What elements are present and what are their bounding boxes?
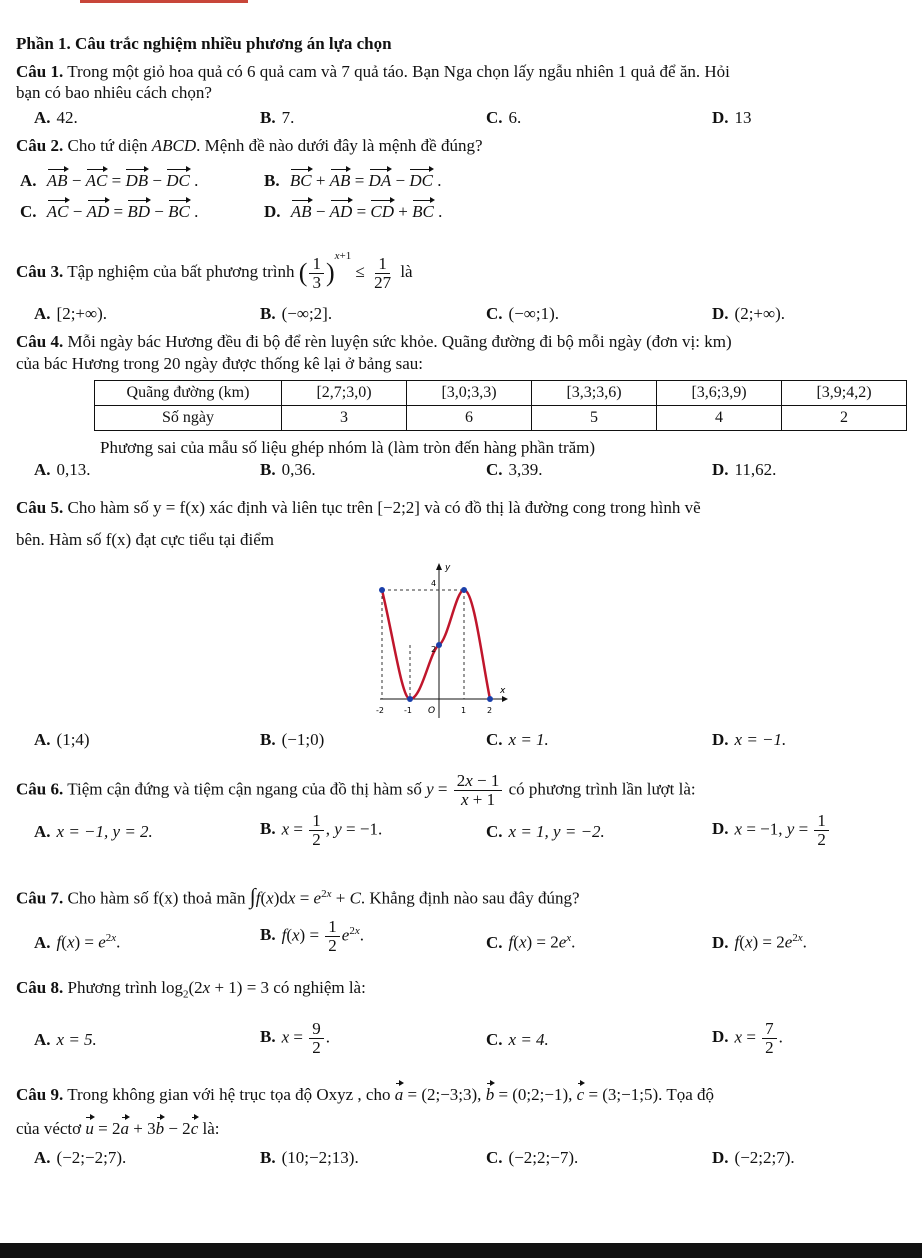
table-row	[95, 381, 907, 406]
q6-option-a[interactable]: A. x = −1, y = 2.	[34, 822, 153, 841]
q3-option-b[interactable]: B. (−∞;2].	[260, 304, 333, 323]
point-marker	[436, 642, 442, 648]
point-marker	[407, 696, 413, 702]
x-axis-arrow	[502, 696, 508, 702]
q4-option-a[interactable]: A. 0,13.	[34, 460, 91, 479]
q9-line2: của véctơ u = 2a + 3b − 2c là:	[16, 1116, 219, 1139]
q9-option-c[interactable]: C. (−2;2;−7).	[486, 1148, 579, 1167]
q7-option-a[interactable]: A. $f(x) = e^{2x}$.	[34, 932, 121, 952]
q3-option-a[interactable]: A. [2;+∞).	[34, 304, 108, 323]
q3-stem: Câu 3. Tập nghiệm của bất phương trình ( $\frac{1}{3}$ )$^{x+1}$ ≤ $\frac{1}{27}$ là	[16, 250, 413, 292]
table-cell: 4	[657, 406, 782, 431]
q1-line1	[16, 62, 730, 82]
q9-option-a[interactable]: A. (−2;−2;7).	[34, 1148, 127, 1167]
q2-option-d[interactable]: D. AB − AD = CD + BC .	[264, 199, 442, 222]
table-cell: 6	[407, 406, 532, 431]
q6-option-d[interactable]: D. x = −1, y = $\frac{1}{2}$	[712, 812, 831, 849]
table-cell: 2	[782, 406, 907, 431]
q1-text2: bạn có bao nhiêu cách chọn?	[16, 83, 212, 102]
q2-option-a[interactable]: A. AB − AC = DB − DC .	[20, 168, 198, 191]
q9-line1: Câu 9. Trong không gian với hệ trục tọa độ Oxyz , cho a = (2;−3;3), b = (0;2;−1), c = (3;−1;5). Tọa độ	[16, 1082, 714, 1105]
q4-line1: Câu 4. Mỗi ngày bác Hương đều đi bộ để rèn luyện sức khỏe. Quãng đường đi bộ mỗi ngày (đơn vị: km)	[16, 332, 732, 351]
q8-option-c[interactable]: C. x = 4.	[486, 1030, 549, 1049]
q9-option-d[interactable]: D. (−2;2;7).	[712, 1148, 795, 1167]
q4-text2: của bác Hương trong 20 ngày được thống kê lại ở bảng sau:	[16, 354, 424, 373]
q6-stem: Câu 6. Tiệm cận đứng và tiệm cận ngang của đồ thị hàm số y = $\frac{2x - 1}{x + 1}$ có phương trình lần lượt là:	[16, 771, 696, 809]
q2-option-b[interactable]: B. BC + AB = DA − DC .	[264, 168, 441, 191]
q1-label: Câu 1.	[16, 62, 64, 81]
point-marker	[461, 587, 467, 593]
table-cell: [2,7;3,0)	[282, 381, 407, 406]
table-cell: [3,9;4,2)	[782, 381, 907, 406]
q5-option-a[interactable]: A. (1;4)	[34, 730, 90, 749]
y-axis-label: y	[445, 563, 451, 573]
q9-option-b[interactable]: B. (10;−2;13).	[260, 1148, 359, 1167]
x-tick-label: 2	[487, 706, 493, 715]
q7-option-b[interactable]: B. f(x) = $\frac{1}{2}$ $e^{2x}$.	[260, 917, 364, 955]
q1-option-b[interactable]: B. 7.	[260, 108, 295, 127]
x-axis-label: x	[500, 686, 506, 696]
q5-option-d[interactable]: D. x = −1.	[712, 730, 787, 749]
x-tick-label: -1	[404, 706, 412, 715]
q5-option-c[interactable]: C. x = 1.	[486, 730, 549, 749]
point-marker	[379, 587, 385, 593]
table-row	[95, 406, 907, 431]
q3-option-d[interactable]: D. (2;+∞).	[712, 304, 786, 323]
bottom-dark-edge	[0, 1243, 922, 1258]
table-cell: Số ngày	[95, 406, 282, 431]
q4-option-d[interactable]: D. 11,62.	[712, 460, 777, 479]
q1-option-a[interactable]: A. 42.	[34, 108, 78, 127]
q4-option-c[interactable]: C. 3,39.	[486, 460, 543, 479]
q6-option-c[interactable]: C. x = 1, y = −2.	[486, 822, 605, 841]
origin-label: O	[428, 706, 436, 716]
q1-text1: Trong một giỏ hoa quả có 6 quả cam và 7 quả táo. Bạn Nga chọn lấy ngẫu nhiên 1 quả để ăn. Hỏi	[67, 62, 730, 81]
x-tick-label: -2	[376, 706, 384, 715]
y-tick-label: 4	[431, 579, 437, 588]
y-axis-arrow	[436, 563, 442, 570]
table-cell: [3,6;3,9)	[657, 381, 782, 406]
q4-option-b[interactable]: B. 0,36.	[260, 460, 316, 479]
point-marker	[487, 696, 493, 702]
x-tick-label: 1	[461, 706, 467, 715]
q4-data-table	[94, 380, 907, 431]
q7-option-c[interactable]: C. $f(x) = 2e^x$.	[486, 932, 576, 952]
q6-option-b[interactable]: B. x = $\frac{1}{2}$ , y = −1.	[260, 811, 383, 849]
q2-stem: Câu 2. Cho tứ diện ABCD. Mệnh đề nào dưới đây là mệnh đề đúng?	[16, 136, 483, 155]
top-accent-bar	[80, 0, 248, 3]
table-cell: [3,3;3,6)	[532, 381, 657, 406]
q5-option-b[interactable]: B. (−1;0)	[260, 730, 325, 749]
table-cell: Quãng đường (km)	[95, 381, 282, 406]
table-cell: 5	[532, 406, 657, 431]
table-cell: 3	[282, 406, 407, 431]
q3-option-c[interactable]: C. (−∞;1).	[486, 304, 560, 323]
q5-line1: Câu 5. Cho hàm số y = f(x) xác định và liên tục trên [−2;2] và có đồ thị là đường cong trong hình vẽ	[16, 498, 701, 517]
q5-text2: bên. Hàm số f(x) đạt cực tiểu tại điểm	[16, 530, 274, 549]
q8-option-d[interactable]: D. x = $\frac{7}{2}$ .	[712, 1019, 783, 1057]
q8-option-b[interactable]: B. x = $\frac{9}{2}$ .	[260, 1019, 330, 1057]
y-tick-label: 2	[431, 645, 437, 654]
q8-option-a[interactable]: A. x = 5.	[34, 1030, 97, 1049]
q8-stem: Câu 8. Phương trình $\log_2(2x + 1) = 3$ có nghiệm là:	[16, 978, 366, 1001]
q1-option-c[interactable]: C. 6.	[486, 108, 522, 127]
table-cell: [3,0;3,3)	[407, 381, 532, 406]
q5-function-graph	[370, 560, 510, 720]
q2-option-c[interactable]: C. AC − AD = BD − BC .	[20, 199, 198, 222]
q7-option-d[interactable]: D. $f(x) = 2e^{2x}$.	[712, 932, 807, 952]
q4-caption: Phương sai của mẫu số liệu ghép nhóm là (làm tròn đến hàng phần trăm)	[100, 438, 596, 457]
section-title: Phần 1. Câu trắc nghiệm nhiều phương án lựa chọn	[16, 34, 392, 53]
q7-stem: Câu 7. Cho hàm số f(x) thoả mãn $\int f(x)dx = e^{2x} + C$. Khẳng định nào sau đây đúng?	[16, 883, 580, 909]
q1-option-d[interactable]: D. 13	[712, 108, 752, 127]
